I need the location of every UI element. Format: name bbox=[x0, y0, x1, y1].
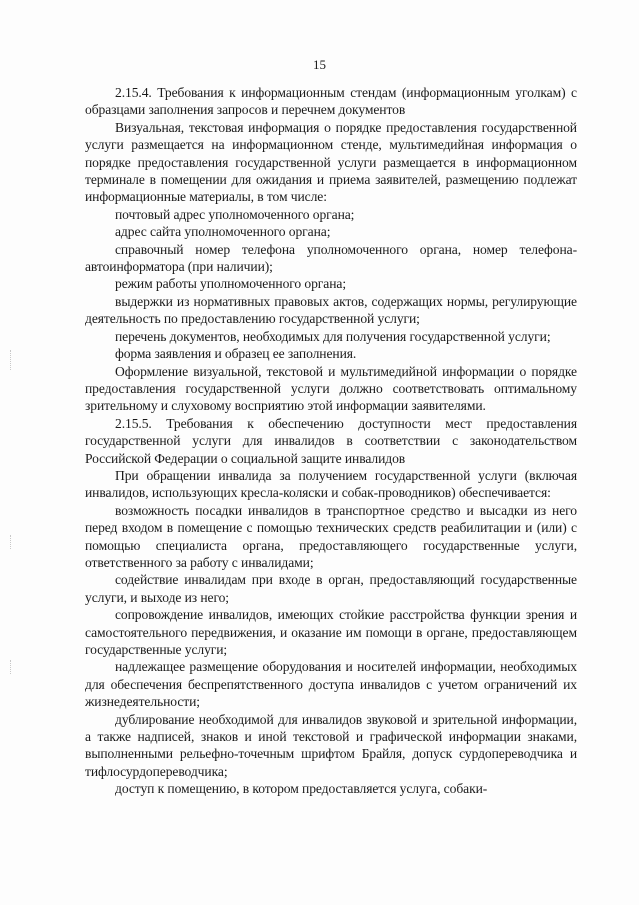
list-item: почтовый адрес уполномоченного органа; bbox=[115, 206, 355, 222]
scan-margin-mark bbox=[10, 535, 13, 549]
page-number: 15 bbox=[313, 57, 326, 72]
list-item: сопровождение инвалидов, имеющих стойкие расстройства функции зрения и самостоятельного передвижения, и оказание им помощи в органе, предоставляющем государственные услуги; bbox=[85, 607, 577, 657]
list-item: выдержки из нормативных правовых актов, содержащих нормы, регулирующие деятельность по предоставлению государственной услуги; bbox=[85, 293, 577, 327]
section-heading-2-15-4: 2.15.4. Требования к информационным стендам (информационным уголкам) с образцами заполнения запросов и перечнем документов bbox=[85, 85, 577, 118]
paragraph: Визуальная, текстовая информация о порядке предоставления государственной услуги размещается на информационном стенде, мультимедийная информация о порядке предоставления государственной услуги размещается в информационном терминале в помещении для ожидания и приема заявителей, размещению подлежат информационные материалы, в том числе: bbox=[85, 119, 577, 205]
section-heading-2-15-5: 2.15.5. Требования к обеспечению доступности мест предоставления государственной услуги для инвалидов в соответствии с законодательством Российской Федерации о социальной защите инвалидов bbox=[85, 415, 577, 466]
list-item: режим работы уполномоченного органа; bbox=[115, 276, 347, 292]
document-body bbox=[85, 84, 577, 798]
paragraph: Оформление визуальной, текстовой и мультимедийной информации о порядке предоставления государственной услуги должно соответствовать оптимальному зрительному и слуховому восприятию этой информации заявителями. bbox=[85, 363, 577, 414]
list-item: доступ к помещению, в котором предоставляется услуга, собаки- bbox=[115, 781, 488, 797]
list-item: надлежащее размещение оборудования и носителей информации, необходимых для обеспечения беспрепятственного доступа инвалидов с учетом ограничений их жизнедеятельности; bbox=[85, 659, 577, 710]
list-item: дублирование необходимой для инвалидов звуковой и зрительной информации, а также надписей, знаков и иной текстовой и графической информации знаками, выполненными рельефно-точечным шрифтом Брайля, допуск сурдопереводчика и тифлосурдопереводчика; bbox=[85, 711, 577, 779]
list-item: адрес сайта уполномоченного органа; bbox=[115, 224, 331, 240]
list-item: содействие инвалидам при входе в орган, предоставляющий государственные услуги, и выходе из него; bbox=[85, 572, 577, 605]
list-item: возможность посадки инвалидов в транспортное средство и высадки из него перед входом в помещение с помощью технических средств реабилитации и (или) с помощью специалиста органа, предоставляющего государственные услуги, ответственного за работу с инвалидами; bbox=[85, 502, 577, 570]
list-item: справочный номер телефона уполномоченного органа, номер телефона-автоинформатора (при наличии); bbox=[85, 241, 577, 275]
paragraph: При обращении инвалида за получением государственной услуги (включая инвалидов, использующих кресла-коляски и собак-проводников) обеспечивается: bbox=[85, 467, 577, 501]
list-item: форма заявления и образец ее заполнения. bbox=[115, 346, 357, 362]
scan-margin-mark bbox=[10, 350, 13, 370]
scan-margin-mark bbox=[10, 660, 13, 674]
list-item: перечень документов, необходимых для получения государственной услуги; bbox=[115, 328, 551, 344]
